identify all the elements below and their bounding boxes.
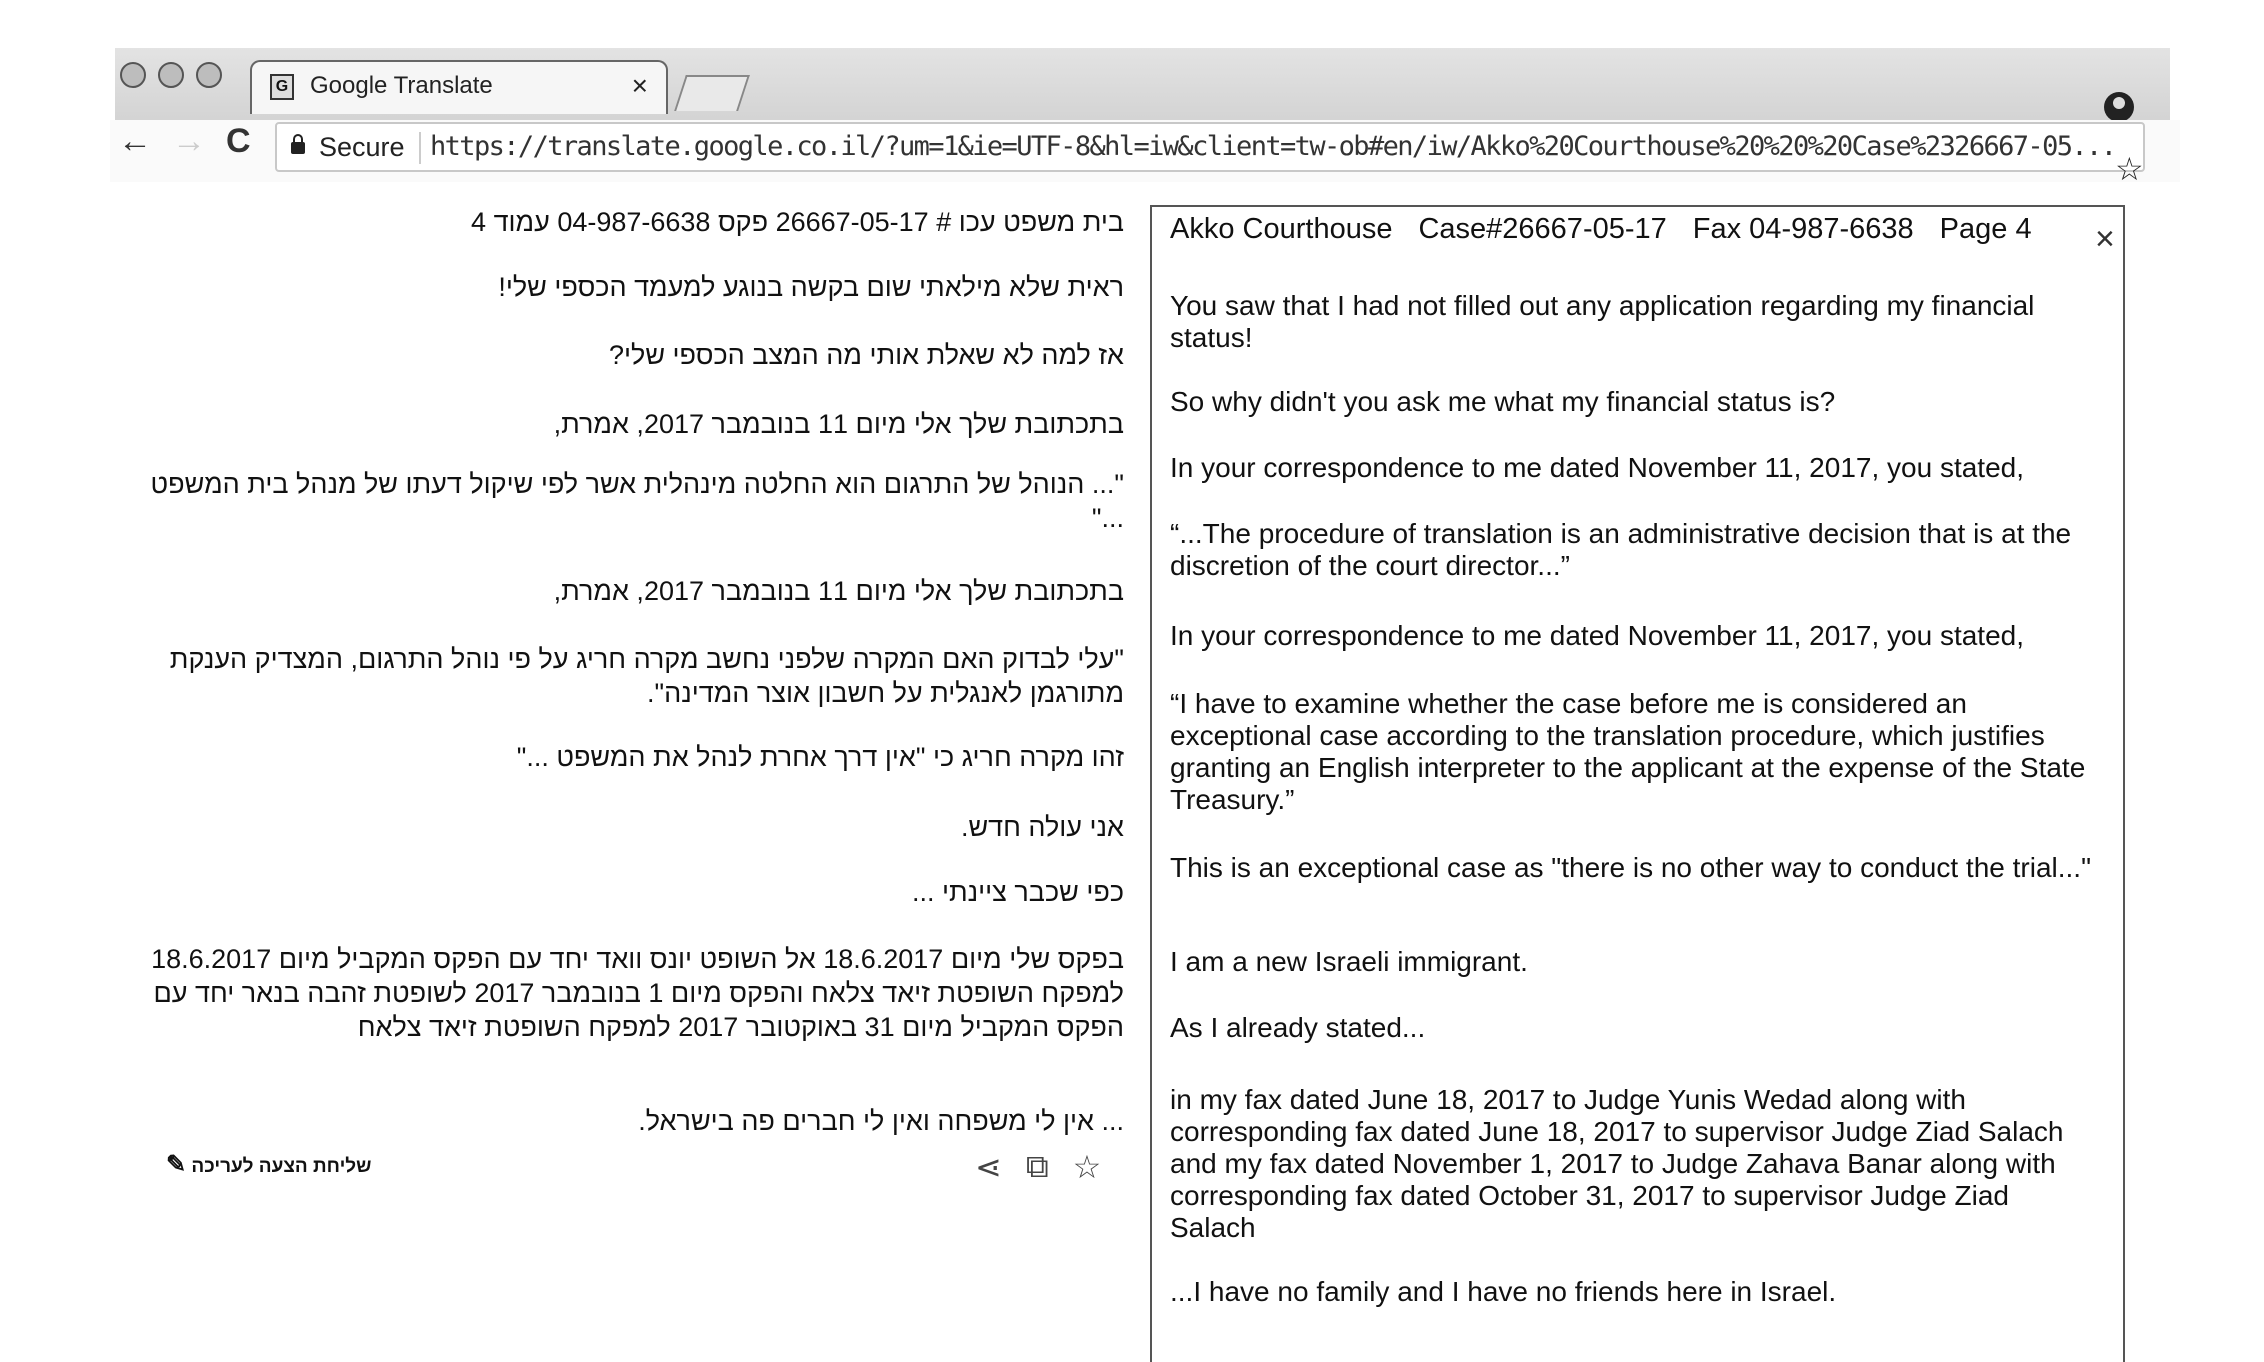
tab-close-icon[interactable]: × <box>631 70 648 101</box>
star-icon[interactable]: ☆ <box>1072 1149 1102 1185</box>
source-line: בפקס שלי מיום 18.6.2017 אל השופט יונס וואד יחד עם הפקס המקביל מיום 18.6.2017 למפקח השופטת זיאד צלאח והפקס מיום 1 בנובמבר 2017 לשופטת זהבה בנאר יחד עם הפקס המקביל מיום 31 באוקטובר 2017 למפקח השופטת זיאד צלאח <box>151 944 1124 1042</box>
suggest-edit-link[interactable] <box>160 1150 371 1179</box>
new-tab-button[interactable] <box>674 75 750 111</box>
header-court: Akko Courthouse <box>1170 213 1393 245</box>
translation-paragraph: This is an exceptional case as "there is no other way to conduct the trial..." <box>1170 852 2092 883</box>
source-actions <box>975 1148 1101 1186</box>
source-line: אז למה לא שאלת אותי מה המצב הכספי שלי? <box>609 340 1124 370</box>
translation-paragraph: As I already stated... <box>1170 1012 1426 1043</box>
header-case: Case#26667-05-17 <box>1418 213 1667 245</box>
source-line: בית משפט עכו # 26667-05-17 פקס 04-987-6638 עמוד 4 <box>471 207 1124 237</box>
secure-label: Secure <box>319 132 405 162</box>
close-window-button[interactable] <box>120 62 146 88</box>
translation-paragraph: In your correspondence to me dated November 11, 2017, you stated, <box>1170 620 2024 651</box>
source-line: כפי שכבר ציינתי ... <box>911 877 1124 907</box>
translation-paragraph: “I have to examine whether the case before me is considered an exceptional case according to the translation procedure, which justifies granting an English interpreter to the applicant at the expense of the State Treasury.” <box>1170 688 2086 815</box>
bookmark-star-icon[interactable]: ☆ <box>2115 151 2144 187</box>
maximize-window-button[interactable] <box>196 62 222 88</box>
translation-paragraph: In your correspondence to me dated November 11, 2017, you stated, <box>1170 452 2024 483</box>
source-line: "עלי לבדוק האם המקרה שלפני נחשב מקרה חריג על פי נוהל התרגום, המצדיק הענקת מתורגמן לאנגלית על חשבון אוצר המדינה". <box>169 644 1124 708</box>
translation-paragraph: I am a new Israeli immigrant. <box>1170 946 1528 977</box>
back-icon[interactable]: ← <box>118 122 152 160</box>
lock-icon <box>291 142 305 154</box>
translation-paragraph: “...The procedure of translation is an administrative decision that is at the discretion of the court director...” <box>1170 518 2072 581</box>
profile-icon[interactable] <box>2104 92 2134 122</box>
tab-title: Google Translate <box>310 72 493 99</box>
suggest-edit-label: שליחת הצעה לעריכה <box>191 1156 372 1177</box>
browser-tab[interactable] <box>250 60 668 114</box>
minimize-window-button[interactable] <box>158 62 184 88</box>
reload-icon[interactable]: C <box>226 122 251 160</box>
translation-paragraph: ...I have no family and I have no friends here in Israel. <box>1170 1276 1837 1307</box>
address-bar[interactable] <box>275 122 2145 172</box>
source-line: אני עולה חדש. <box>960 812 1124 842</box>
source-line: "... הנוהל של התרגום הוא החלטה מינהלית אשר לפי שיקול דעתו של מנהל בית המשפט ..." <box>150 469 1124 533</box>
window-controls <box>120 62 222 88</box>
header-page: Page 4 <box>1939 213 2032 245</box>
translation-paragraph: in my fax dated June 18, 2017 to Judge Yunis Wedad along with corresponding fax dated June 18, 2017 to supervisor Judge Ziad Salach and my fax dated November 1, 2017 to Judge Zahava Banar along with corresponding fax dated October 31, 2017 to supervisor Judge Ziad Salach <box>1170 1084 2064 1243</box>
source-line: בתכתובת שלך אלי מיום 11 בנובמבר 2017, אמרת, <box>553 409 1124 439</box>
pencil-icon: ✎ <box>166 1151 187 1178</box>
source-line: בתכתובת שלך אלי מיום 11 בנובמבר 2017, אמרת, <box>553 576 1124 606</box>
translation-paragraph: You saw that I had not filled out any application regarding my financial status! <box>1170 290 2035 353</box>
address-separator <box>419 132 421 164</box>
google-translate-icon: G <box>270 74 294 100</box>
forward-icon[interactable]: → <box>172 122 206 160</box>
source-line: זהו מקרה חריג כי "אין דרך אחרת לנהל את המשפט ..." <box>516 742 1124 772</box>
header-fax: Fax 04-987-6638 <box>1692 213 1914 245</box>
translation-paragraph: So why didn't you ask me what my financial status is? <box>1170 386 1836 417</box>
close-icon[interactable]: × <box>2095 220 2115 258</box>
source-line: ראית שלא מילאתי שום בקשה בנוגע למעמד הכספי שלי! <box>498 272 1124 302</box>
share-icon[interactable]: ⋖ <box>975 1149 1002 1185</box>
translation-header <box>1170 213 2032 246</box>
url-text[interactable]: https://translate.google.co.il/?um=1&ie=UTF-8&hl=iw&client=tw-ob#en/iw/Akko%20Courthouse%20%20%20Case%2326667-05... <box>430 131 2116 162</box>
copy-icon[interactable]: ⧉ <box>1025 1148 1049 1184</box>
source-line: ... אין לי משפחה ואין לי חברים פה בישראל. <box>638 1106 1124 1136</box>
